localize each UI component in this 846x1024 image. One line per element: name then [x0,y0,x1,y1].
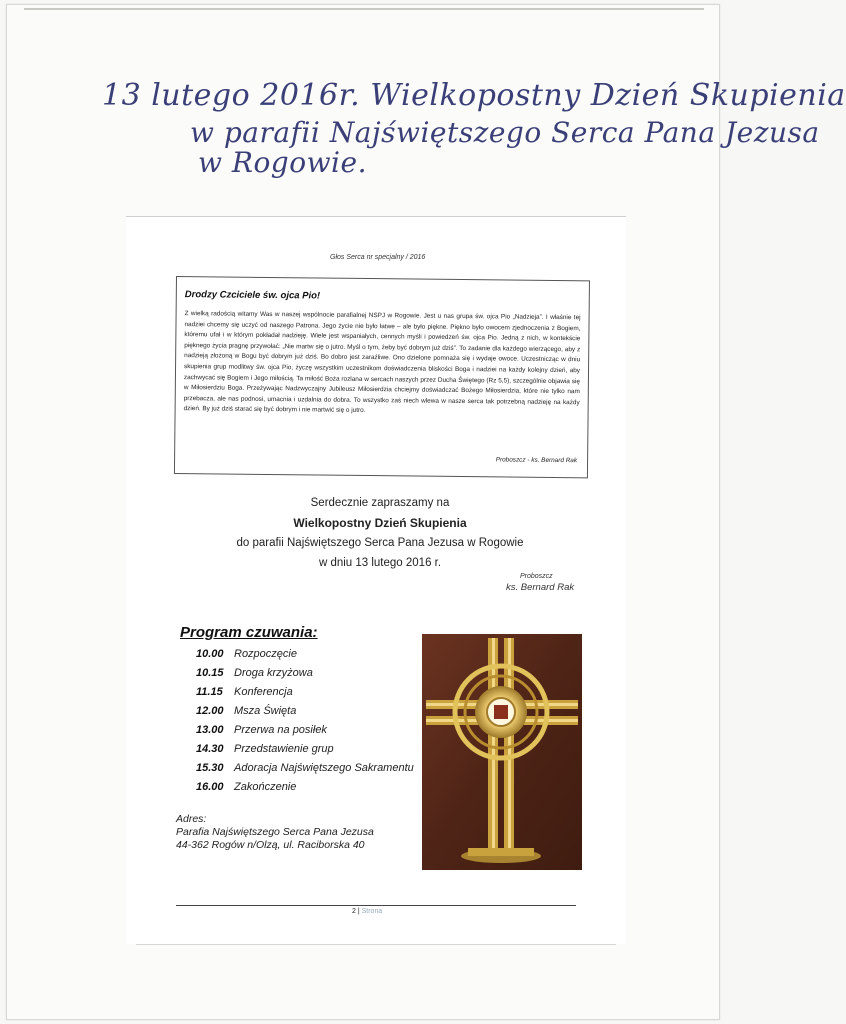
program-activity: Msza Święta [234,705,297,717]
program-activity: Rozpoczęcie [234,648,297,660]
invitation-event-name: Wielkopostny Dzień Skupienia [293,516,467,530]
newsletter-header: Głos Serca nr specjalny / 2016 [330,254,426,261]
address-line-2: 44-362 Rogów n/Olzą, ul. Raciborska 40 [176,839,365,851]
program-activity: Przerwa na posiłek [234,724,327,736]
footer-page-label: 2 | [352,908,362,915]
sheet-top-edge [24,8,704,10]
monstrance-cross-image [422,634,582,870]
program-time: 10.00 [196,648,224,660]
program-time: 16.00 [196,781,224,793]
invitation-line-3: do parafii Najświętszego Serca Pana Jezusa w Rogowie [236,537,524,549]
program-time: 10.15 [196,667,224,679]
footer-rule [176,905,576,906]
program-time: 13.00 [196,724,224,736]
address-label: Adres: [176,813,207,825]
handwritten-title-line-2: w parafii Najświętszego Serca Pana Jezusa [190,116,820,149]
program-time: 14.30 [196,743,224,755]
program-activity: Zakończenie [234,781,297,793]
address-line-1: Parafia Najświętszego Serca Pana Jezusa [176,826,374,838]
monstrance-cross-photo [422,634,582,870]
letter-box [174,276,590,478]
handwritten-title-line-3: w Rogowie. [198,146,367,179]
invitation-line-1: Serdecznie zapraszamy na [310,497,450,509]
invitation-signature-name: ks. Bernard Rak [506,582,575,593]
page-top-edge [126,216,626,217]
program-activity: Adoracja Najświętszego Sakramentu [234,762,414,774]
program-time: 15.30 [196,762,224,774]
letter-body: Z wielką radością witamy Was w naszej wspólnocie parafialnej NSPJ w Rogowie. Jest u nas grupa św. ojca Pio „Nadzieja”. I właśnie tej nadziei chcemy się uczyć od naszego Patrona. Jego życie nie było łatwe – ale było piękne. Piękno było owocem zjednoczenia z Bogiem, któremu ufał i w którym pokładał nadzieję. Wiele jest wspaniałych, cennych myśli i powiedzeń św. ojca Pio. Jedną z nich, w kontekście pięknego życia pragnę przywołać: „Nie martw się o jutro. Myśl o tym, żeby być dobrym już dziś”. To zadanie dla każdego wierzącego, aby z nadzieją złożoną w Bogu być dobrym już dziś. Bo dobro jest zaraźliwe. Ono dzielone pomnaża się i wydaje owoce. Uczestnicząc w dniu skupienia grup modlitwy św. ojca Pio, życzę wszystkim uczestnikom doświadczenia bliskości Boga i nadziei na każdy kolejny dzień, aby zachwycać się Bogiem i Jego miłością. Ta miłość Boża rozlana w sercach naszych przez Ducha Świętego (Rz 5,5), szczególnie objawia się w Miłosierdziu Boga. Przeżywając Nadzwyczajny Jubileusz Miłosierdzia chciejmy doświadczać Bożego Miłosierdzia, które nie tylko nam przebacza, ale nas podnosi, umacnia i uzdalnia do dobra. To wszystko zaś niech wlewa w nasze serca tak potrzebną nadzieję na każdy dzień. By już dziś starać się być dobrym i nie martwić się o jutro. [183,310,581,415]
page-bottom-edge [136,944,616,945]
footer-page-word: Strona [361,908,383,915]
letter-title: Drodzy Czciciele św. ojca Pio! [184,289,321,302]
program-time: 12.00 [196,705,224,717]
invitation-date: w dniu 13 lutego 2016 r. [318,557,442,569]
program-title: Program czuwania: [180,624,318,641]
address-block [176,813,374,852]
letter-signature: Proboszcz - ks. Bernard Rak [495,456,578,465]
program-activity: Przedstawienie grup [234,743,334,755]
program-time: 11.15 [196,686,223,698]
footer-page-number [352,908,382,915]
program-activity: Konferencja [234,686,293,698]
handwritten-title-line-1: 13 lutego 2016r. Wielkopostny Dzień Skupienia [102,78,846,113]
program-activity: Droga krzyżowa [234,667,313,679]
invitation-signature-role: Proboszcz [520,573,553,580]
